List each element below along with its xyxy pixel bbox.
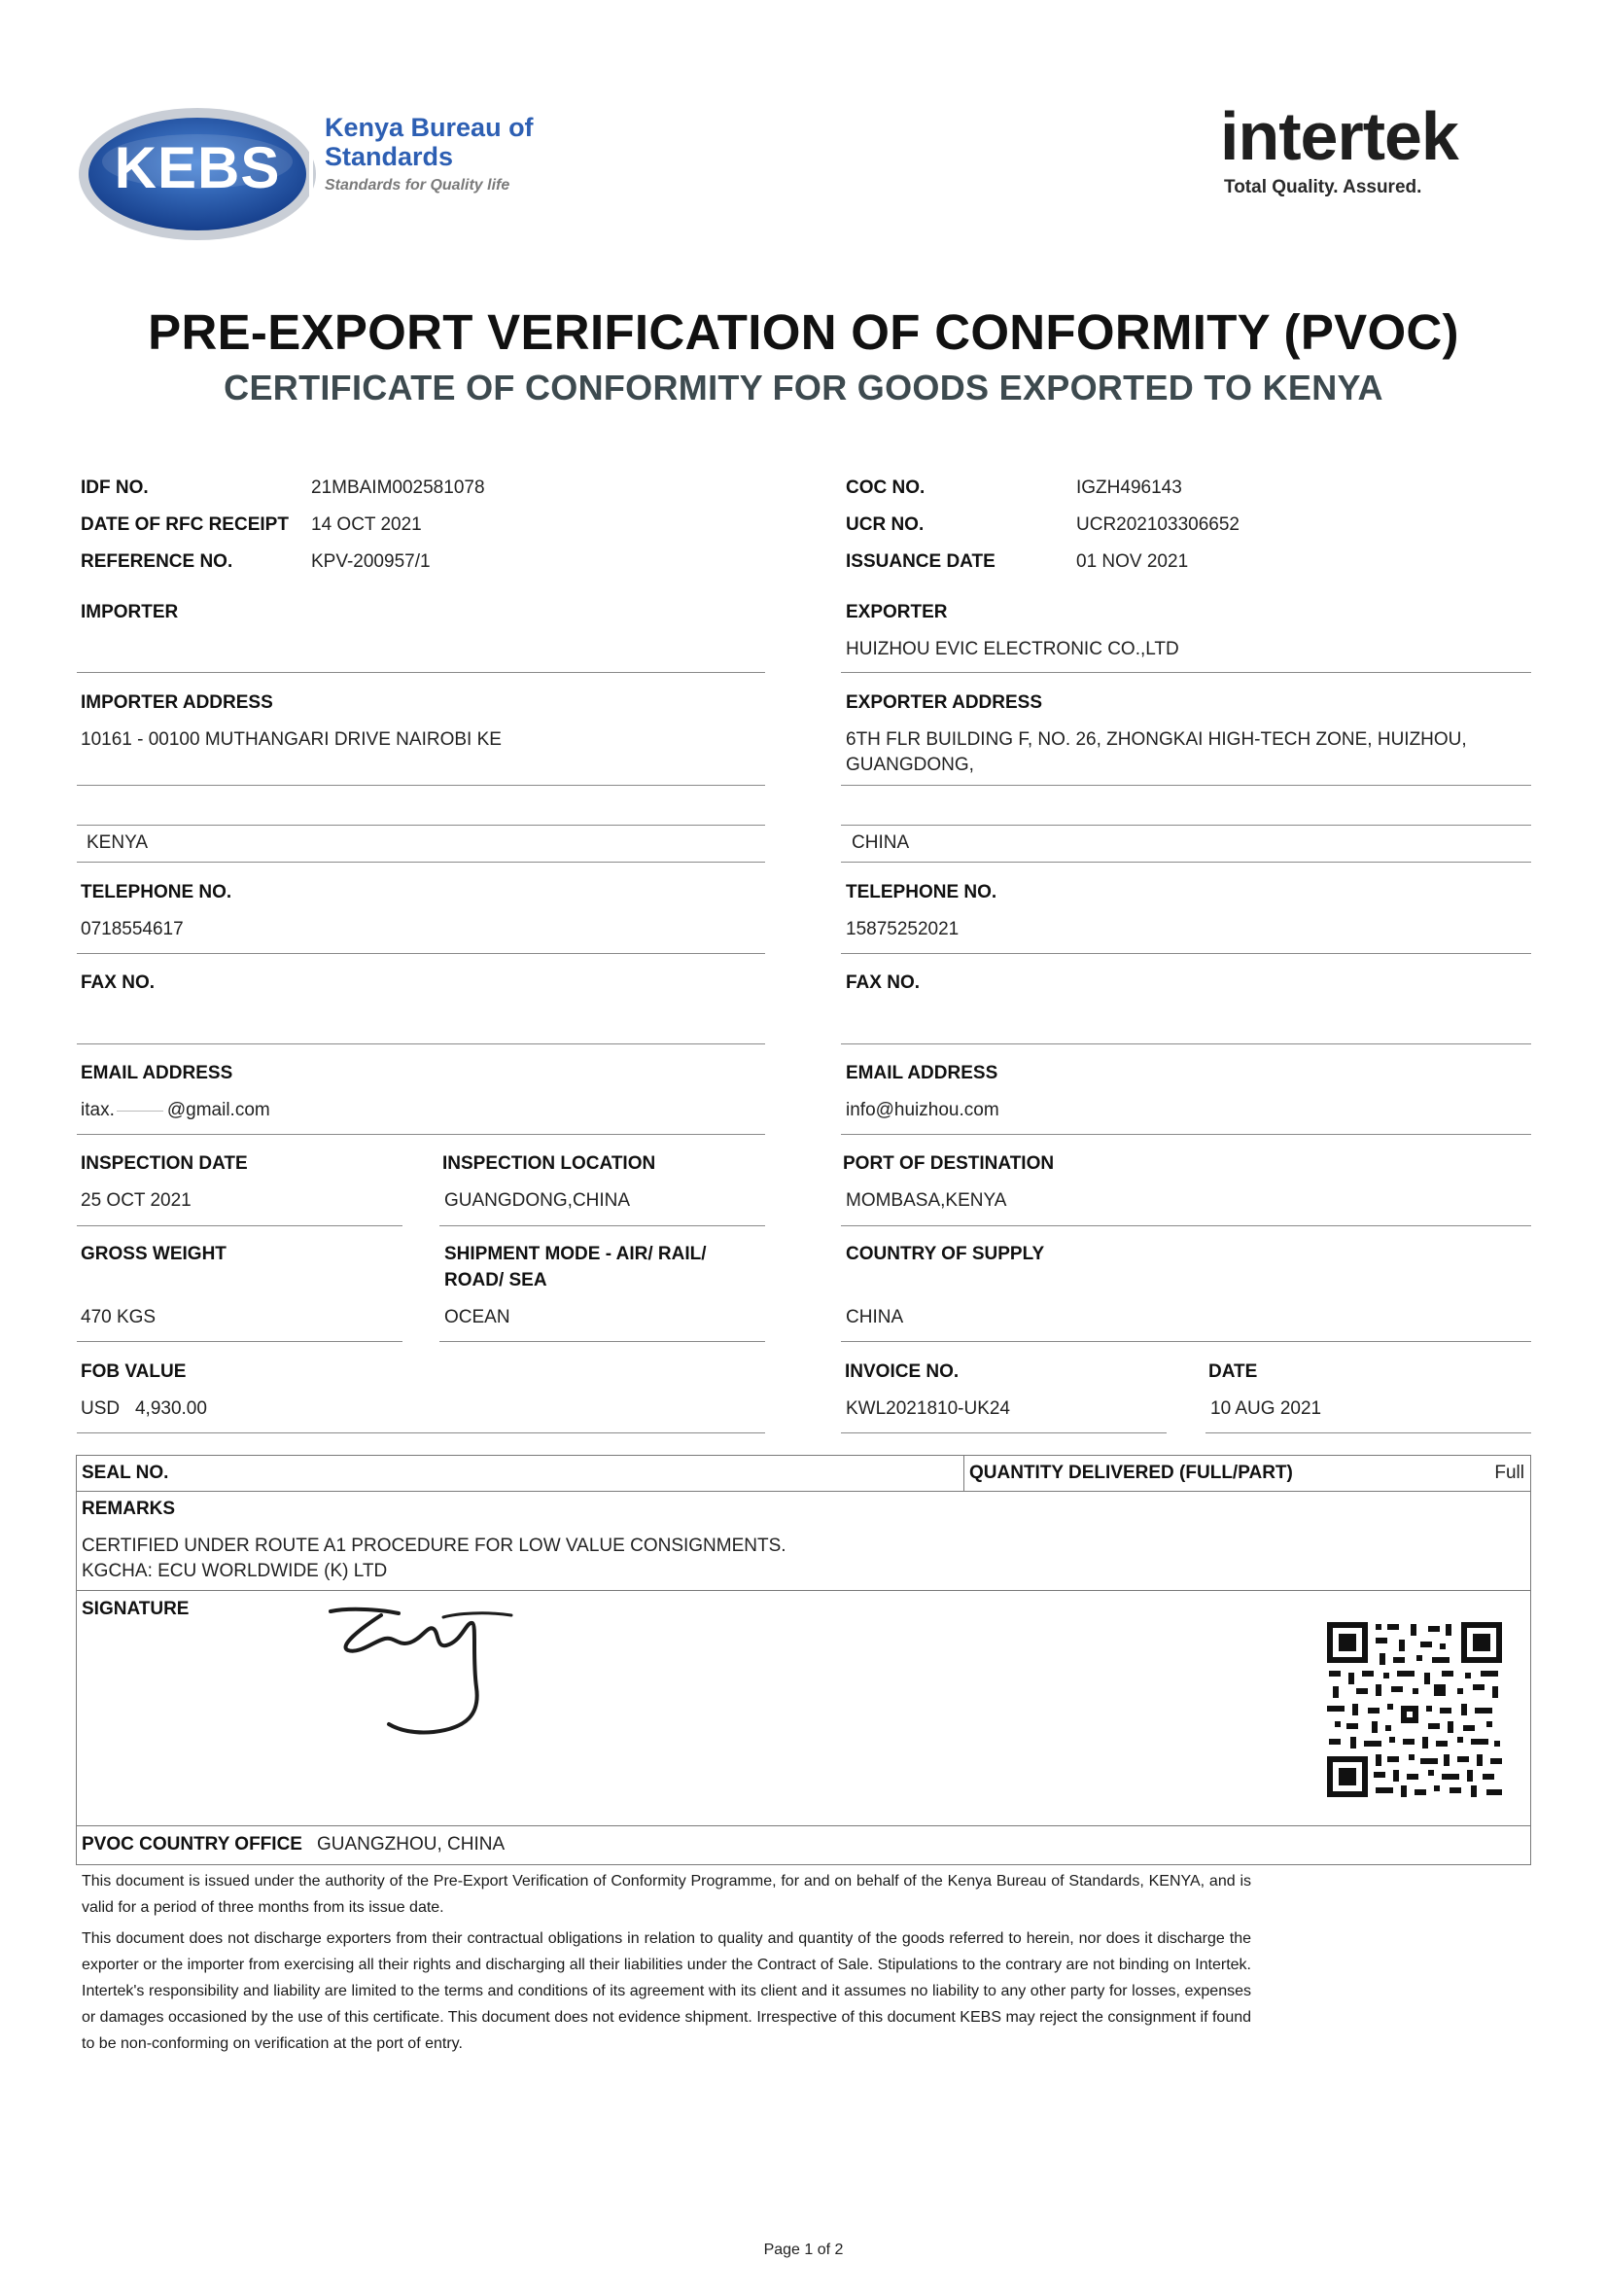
divider [77,785,765,786]
divider [77,953,765,954]
country-of-supply: CHINA [846,1307,904,1327]
exporter-telephone: 15875252021 [846,919,960,939]
page-number: Page 1 of 2 [763,2242,844,2258]
importer-telephone: 0718554617 [81,919,184,939]
divider [77,825,765,826]
country-of-supply-label: COUNTRY OF SUPPLY [846,1244,1045,1264]
importer-country: KENYA [87,832,149,853]
remarks-line1: CERTIFIED UNDER ROUTE A1 PROCEDURE FOR LOW VALUE CONSIGNMENTS. [82,1536,786,1556]
rfc-value: 14 OCT 2021 [311,514,422,535]
intertek-wordmark: intertek [1220,98,1458,174]
divider [77,1043,765,1044]
divider [77,672,765,673]
importer-address-label: IMPORTER ADDRESS [81,692,273,713]
exporter-label: EXPORTER [846,602,948,622]
importer-telephone-label: TELEPHONE NO. [81,882,232,902]
inspection-date-label: INSPECTION DATE [81,1153,248,1174]
inspection-location: GUANGDONG,CHINA [444,1190,631,1211]
signature-label: SIGNATURE [82,1599,190,1619]
exporter-address-line2: GUANGDONG, [846,755,974,775]
divider [841,785,1531,786]
exporter-email-label: EMAIL ADDRESS [846,1063,998,1083]
divider [841,1134,1531,1135]
fob-label: FOB VALUE [81,1361,187,1382]
fob-value [81,1398,207,1420]
importer-address: 10161 - 00100 MUTHANGARI DRIVE NAIROBI KE [81,729,502,750]
reference-value: KPV-200957/1 [311,551,431,572]
shipment-mode-label-line2: ROAD/ SEA [444,1270,547,1290]
page-title: PRE-EXPORT VERIFICATION OF CONFORMITY (PVOC) [148,304,1459,360]
divider [963,1455,964,1492]
legal-paragraph-2: This document does not discharge exporters from their contractual obligations in relation to quality and quantity of the goods referred to herein, nor does it discharge the exporter or the importer from exercising all their rights and discharging all their liabilities under the Contract of Sale. Stipulations to the contrary are not binding on Intertek. Intertek's responsibility and liability are limited to the terms and conditions of its agreement with its client and it assumes no liability to any other party for losses, expenses or damages occasioned by the use of this certificate. This document does not evidence shipment. Irrespective of this document KEBS may reject the consignment if found to be non-conforming on verification at the port of entry. [82,1930,1252,2052]
signature-icon [321,1600,544,1746]
idf-value: 21MBAIM002581078 [311,477,485,498]
divider [841,1225,1531,1226]
invoice-date-label: DATE [1208,1361,1258,1382]
divider [439,1341,765,1342]
divider [841,1432,1167,1433]
divider [77,1134,765,1135]
divider [841,825,1531,826]
divider [439,1225,765,1226]
shipment-mode: OCEAN [444,1307,510,1327]
rfc-label: DATE OF RFC RECEIPT [81,514,289,535]
qr-code-icon [1327,1622,1502,1797]
exporter-fax-label: FAX NO. [846,972,921,993]
kebs-name-line1: Kenya Bureau of [325,113,534,142]
kebs-logo [76,105,542,243]
idf-label: IDF NO. [81,477,149,498]
ucr-value: UCR202103306652 [1076,514,1240,535]
exporter-country: CHINA [852,832,910,853]
fob-currency: USD [81,1398,121,1419]
coc-value: IGZH496143 [1076,477,1182,498]
exporter-email: info@huizhou.com [846,1100,999,1120]
divider [76,1590,1531,1591]
ucr-label: UCR NO. [846,514,925,535]
quantity-delivered-label: QUANTITY DELIVERED (FULL/PART) [969,1463,1293,1483]
exporter-address-label: EXPORTER ADDRESS [846,692,1042,713]
remarks-label: REMARKS [82,1499,176,1519]
seal-label: SEAL NO. [82,1463,169,1483]
pvoc-office-value: GUANGZHOU, CHINA [317,1834,506,1854]
redaction-mark [117,1111,163,1112]
divider [76,1491,1531,1492]
divider [77,1432,765,1433]
reference-label: REFERENCE NO. [81,551,233,572]
issuance-value: 01 NOV 2021 [1076,551,1189,572]
divider [76,1825,1531,1826]
invoice-label: INVOICE NO. [845,1361,960,1382]
divider [1205,1432,1531,1433]
shipment-mode-label-line1: SHIPMENT MODE - AIR/ RAIL/ [444,1244,707,1264]
intertek-tagline: Total Quality. Assured. [1224,177,1422,197]
invoice-value: KWL2021810-UK24 [846,1398,1010,1419]
inspection-date: 25 OCT 2021 [81,1190,192,1211]
seal-remarks-box [76,1455,1531,1865]
divider [841,953,1531,954]
exporter-address-line1: 6TH FLR BUILDING F, NO. 26, ZHONGKAI HIGH-TECH ZONE, HUIZHOU, [846,729,1467,750]
importer-email-suffix: @gmail.com [166,1100,270,1120]
importer-email-prefix: itax. [81,1100,115,1120]
fob-amount: 4,930.00 [134,1398,207,1419]
divider [77,1341,402,1342]
legal-paragraph-1: This document is issued under the authority of the Pre-Export Verification of Conformity Programme, for and on behalf of the Kenya Bureau of Standards, KENYA, and is valid for a period of three months from its issue date. [82,1873,1251,1916]
invoice-date: 10 AUG 2021 [1210,1398,1322,1419]
importer-email [81,1100,270,1121]
exporter-telephone-label: TELEPHONE NO. [846,882,997,902]
divider [841,862,1531,863]
intertek-logo [1220,97,1512,204]
divider [77,1225,402,1226]
kebs-tagline: Standards for Quality life [325,177,510,194]
gross-weight-label: GROSS WEIGHT [81,1244,227,1264]
importer-fax-label: FAX NO. [81,972,156,993]
coc-label: COC NO. [846,477,926,498]
quantity-delivered: Full [1494,1463,1524,1483]
divider [841,1043,1531,1044]
kebs-name-line2: Standards [325,142,454,171]
port-value: MOMBASA,KENYA [846,1190,1007,1211]
pvoc-office-label: PVOC COUNTRY OFFICE [82,1834,302,1854]
inspection-location-label: INSPECTION LOCATION [442,1153,656,1174]
divider [841,1341,1531,1342]
page-subtitle: CERTIFICATE OF CONFORMITY FOR GOODS EXPORTED TO KENYA [224,368,1383,407]
divider [841,672,1531,673]
importer-email-label: EMAIL ADDRESS [81,1063,233,1083]
issuance-label: ISSUANCE DATE [846,551,996,572]
port-label: PORT OF DESTINATION [843,1153,1055,1174]
exporter-name: HUIZHOU EVIC ELECTRONIC CO.,LTD [846,639,1179,659]
gross-weight: 470 KGS [81,1307,157,1327]
remarks-line2: KGCHA: ECU WORLDWIDE (K) LTD [82,1561,388,1581]
divider [77,862,765,863]
importer-label: IMPORTER [81,602,179,622]
kebs-mark: KEBS [114,135,281,200]
